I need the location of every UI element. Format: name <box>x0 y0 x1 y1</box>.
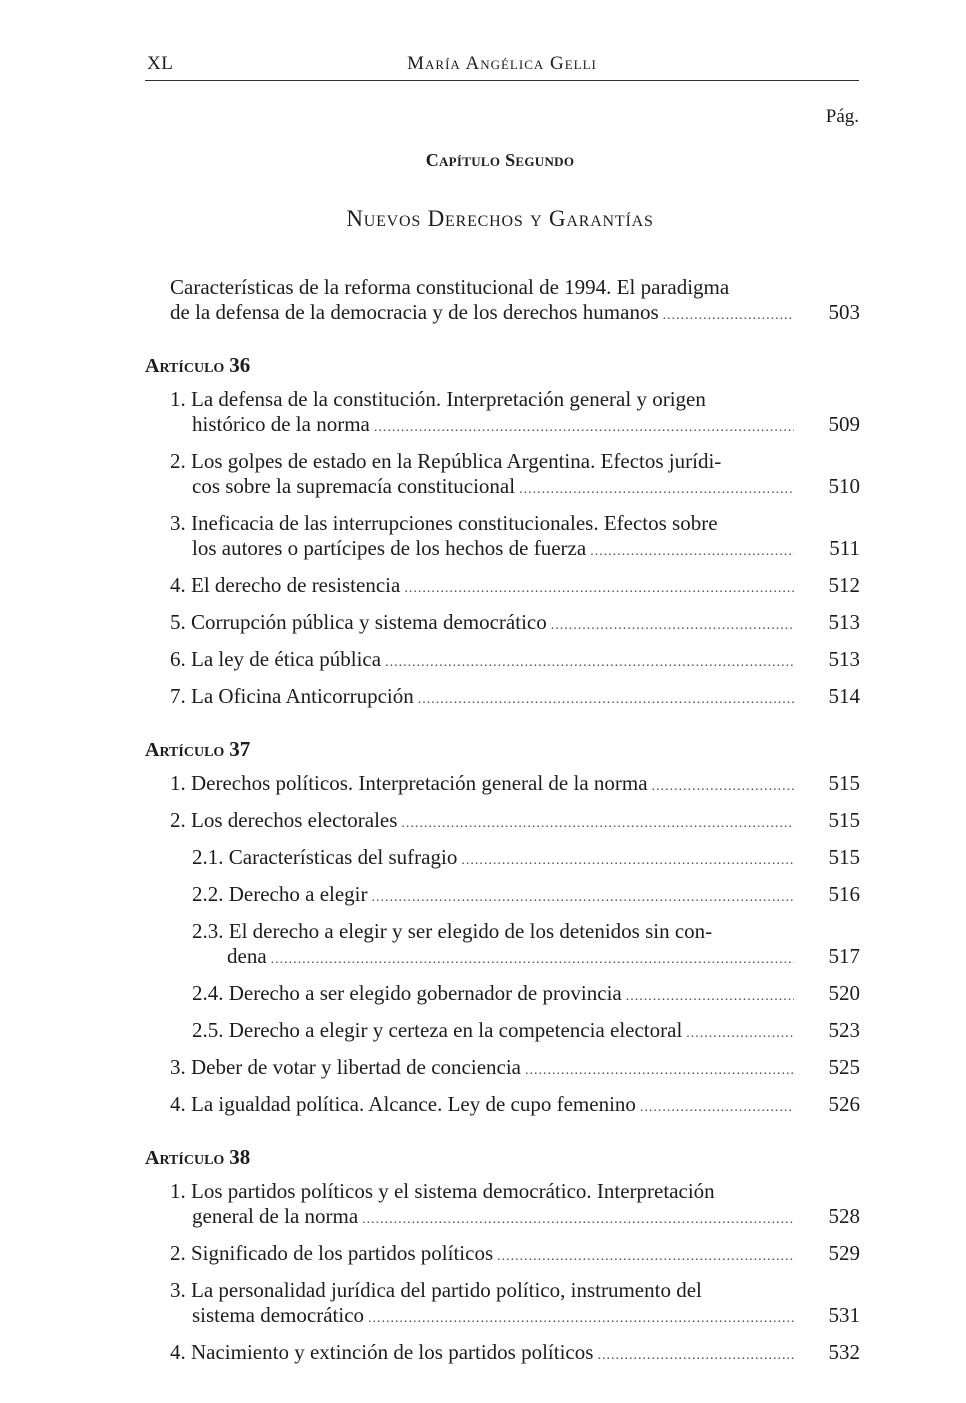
toc-entry <box>170 387 860 440</box>
toc-entry-text: El derecho de resistencia <box>191 573 401 597</box>
page-number: 520 <box>828 981 860 1005</box>
leader-dots <box>652 774 794 799</box>
entry-number: 1. <box>170 387 186 411</box>
toc-entry <box>170 573 860 601</box>
toc-entry-intro <box>170 275 860 328</box>
page-number: 525 <box>828 1055 860 1079</box>
toc-entry <box>170 1055 860 1083</box>
leader-dots <box>663 303 794 328</box>
article-label: Artículo <box>145 1147 225 1169</box>
leader-dots <box>626 984 794 1009</box>
toc-entry-text: Deber de votar y libertad de conciencia <box>191 1055 522 1079</box>
toc-entry-text: Los golpes de estado en la República Argentina. Efectos jurídi- <box>191 449 722 473</box>
toc-entry <box>170 1092 860 1120</box>
running-head <box>145 52 859 81</box>
toc-entry-text: La personalidad jurídica del partido político, instrumento del <box>191 1278 702 1302</box>
toc-entry-text: Los derechos electorales <box>191 808 398 832</box>
toc-entry-text: Significado de los partidos políticos <box>191 1241 494 1265</box>
page-number: 528 <box>828 1204 860 1228</box>
toc-entry-text: histórico de la norma <box>192 412 370 436</box>
toc-entry-text: sistema democrático <box>192 1303 365 1327</box>
author-name: María Angélica Gelli <box>407 53 597 74</box>
page-number: 523 <box>828 1018 860 1042</box>
leader-dots <box>271 947 794 972</box>
entry-number: 5. <box>170 610 186 634</box>
toc-entry <box>170 684 860 712</box>
leader-dots <box>597 1343 794 1368</box>
article-heading <box>145 736 860 763</box>
article-heading <box>145 1144 860 1171</box>
leader-dots <box>374 415 794 440</box>
leader-dots <box>368 1306 794 1331</box>
toc-entry-text: dena <box>227 944 267 968</box>
toc-entry <box>170 610 860 638</box>
article-number: 37 <box>229 737 251 761</box>
leader-dots <box>519 477 794 502</box>
entry-number: 2.3. <box>192 919 224 943</box>
entry-number: 4. <box>170 573 186 597</box>
leader-dots <box>590 539 794 564</box>
entry-number: 2.4. <box>192 981 224 1005</box>
leader-dots <box>525 1058 794 1083</box>
toc-subentry <box>170 1018 860 1046</box>
toc-entry-text: Derecho a elegir <box>228 882 368 906</box>
toc-entry-text: Derecho a elegir y certeza en la competencia electoral <box>228 1018 683 1042</box>
page-number: 531 <box>828 1303 860 1327</box>
page-number: 515 <box>828 771 860 795</box>
leader-dots <box>418 687 794 712</box>
leader-dots <box>551 613 794 638</box>
toc-entry-text: general de la norma <box>192 1204 359 1228</box>
table-of-contents <box>145 275 860 1377</box>
page-number: 517 <box>828 944 860 968</box>
entry-number: 2. <box>170 808 186 832</box>
toc-entry <box>170 449 860 502</box>
toc-entry-text: Características del sufragio <box>228 845 458 869</box>
entry-number: 3. <box>170 511 186 535</box>
article-label: Artículo <box>145 355 225 377</box>
toc-entry <box>170 647 860 675</box>
toc-entry-text: Derechos políticos. Interpretación general de la norma <box>191 771 648 795</box>
entry-number: 2.5. <box>192 1018 224 1042</box>
page-number: 515 <box>828 808 860 832</box>
chapter-title: Nuevos Derechos y Garantías <box>346 206 654 231</box>
toc-entry-text: La defensa de la constitución. Interpretación general y origen <box>191 387 706 411</box>
toc-entry <box>170 511 860 564</box>
toc-entry-text: Corrupción pública y sistema democrático <box>191 610 547 634</box>
page-number: 515 <box>828 845 860 869</box>
entry-number: 2.1. <box>192 845 224 869</box>
page-number: 516 <box>828 882 860 906</box>
page-number: 510 <box>828 474 860 498</box>
toc-entry-text: El derecho a elegir y ser elegido de los detenidos sin con- <box>228 919 713 943</box>
toc-subentry <box>170 981 860 1009</box>
toc-entry-text: de la defensa de la democracia y de los derechos humanos <box>170 300 659 324</box>
page-number: 503 <box>828 300 860 324</box>
toc-entry <box>170 1241 860 1269</box>
leader-dots <box>362 1207 794 1232</box>
leader-dots <box>461 848 794 873</box>
page-column-label: Pág. <box>825 106 859 127</box>
entry-number: 6. <box>170 647 186 671</box>
leader-dots <box>404 576 794 601</box>
article-number: 38 <box>229 1145 251 1169</box>
page-number: 529 <box>828 1241 860 1265</box>
entry-number: 1. <box>170 1179 186 1203</box>
entry-number: 1. <box>170 771 186 795</box>
leader-dots <box>686 1021 794 1046</box>
article-label: Artículo <box>145 739 225 761</box>
toc-entry <box>170 1340 860 1368</box>
page-number: 526 <box>828 1092 860 1116</box>
toc-entry <box>170 771 860 799</box>
page-number: 509 <box>828 412 860 436</box>
entry-number: 7. <box>170 684 186 708</box>
toc-entry-text: Nacimiento y extinción de los partidos políticos <box>191 1340 594 1364</box>
page-number: 514 <box>828 684 860 708</box>
toc-subentry <box>170 845 860 873</box>
toc-entry-text: los autores o partícipes de los hechos de fuerza <box>192 536 587 560</box>
toc-entry-text: cos sobre la supremacía constitucional <box>192 474 516 498</box>
entry-number: 2. <box>170 449 186 473</box>
leader-dots <box>372 885 795 910</box>
toc-entry-text: Derecho a ser elegido gobernador de provincia <box>228 981 622 1005</box>
article-heading <box>145 352 860 379</box>
page-number: 532 <box>828 1340 860 1364</box>
entry-number: 4. <box>170 1092 186 1116</box>
toc-entry <box>170 1179 860 1232</box>
page-folio: XL <box>147 53 174 74</box>
leader-dots <box>401 811 794 836</box>
page-number: 513 <box>828 610 860 634</box>
entry-number: 4. <box>170 1340 186 1364</box>
page-number: 512 <box>828 573 860 597</box>
toc-subentry <box>170 919 860 972</box>
toc-entry-text: Los partidos políticos y el sistema democrático. Interpretación <box>191 1179 715 1203</box>
toc-entry-text: La ley de ética pública <box>191 647 382 671</box>
entry-number: 2.2. <box>192 882 224 906</box>
page-number: 513 <box>828 647 860 671</box>
leader-dots <box>385 650 794 675</box>
toc-entry-text: Características de la reforma constitucional de 1994. El paradigma <box>170 275 730 299</box>
leader-dots <box>640 1095 794 1120</box>
toc-subentry <box>170 882 860 910</box>
toc-entry <box>170 1278 860 1331</box>
toc-entry-text: La Oficina Anticorrupción <box>191 684 414 708</box>
article-number: 36 <box>229 353 251 377</box>
toc-entry-text: Ineficacia de las interrupciones constitucionales. Efectos sobre <box>191 511 718 535</box>
entry-number: 3. <box>170 1055 186 1079</box>
chapter-label: Capítulo Segundo <box>425 150 575 170</box>
entry-number: 3. <box>170 1278 186 1302</box>
entry-number: 2. <box>170 1241 186 1265</box>
toc-entry-text: La igualdad política. Alcance. Ley de cupo femenino <box>191 1092 636 1116</box>
toc-entry <box>170 808 860 836</box>
page-number: 511 <box>829 536 860 560</box>
leader-dots <box>497 1244 794 1269</box>
